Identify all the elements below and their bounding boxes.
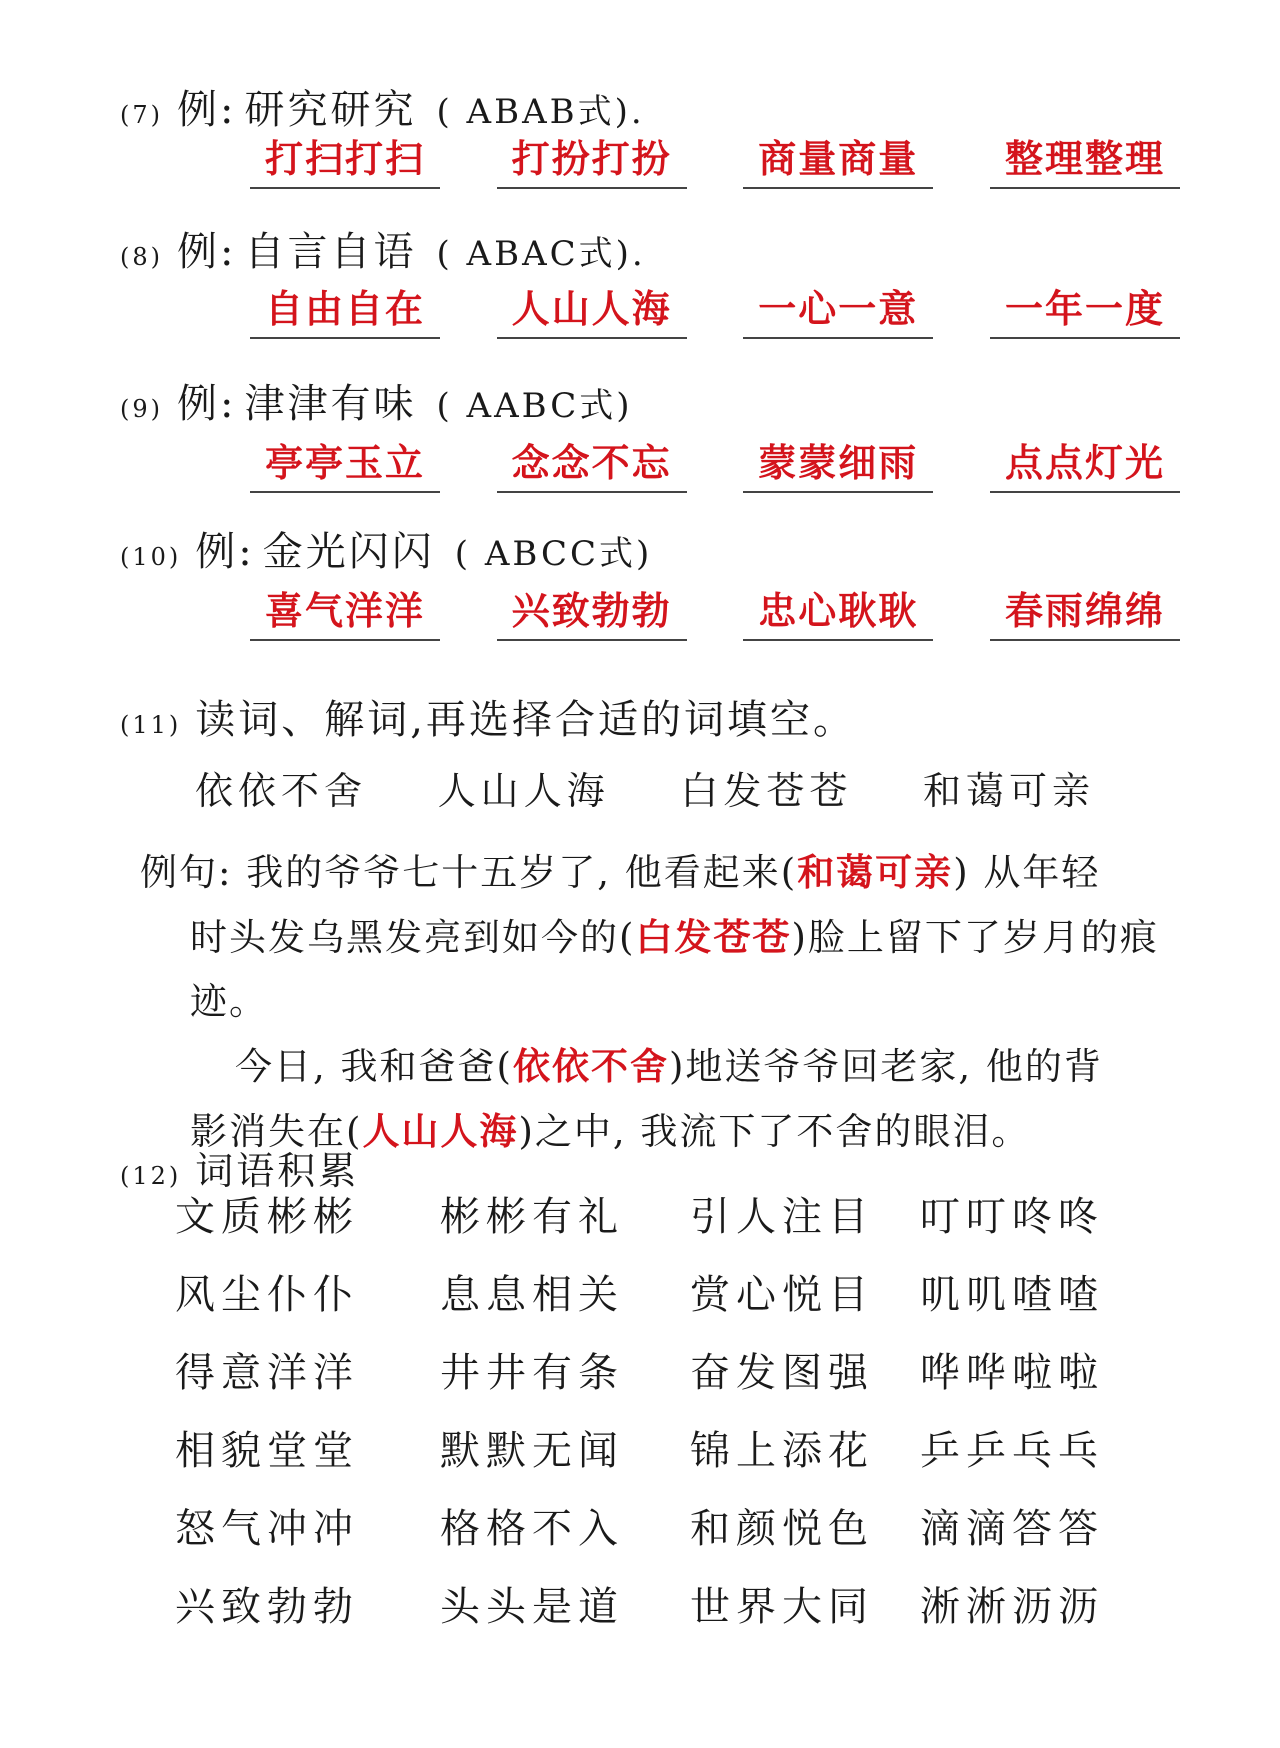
- passage-line: [140, 840, 1160, 905]
- passage-text: )地送爷爷回老家, 他的背: [668, 1045, 1103, 1088]
- passage-text: 例句: 我的爷爷七十五岁了, 他看起来(: [140, 851, 798, 894]
- example-row-9: [120, 372, 633, 429]
- answer-word: 春雨绵绵: [990, 580, 1180, 641]
- idiom-word: 默默无闻: [440, 1428, 624, 1474]
- example-label: 例:: [195, 529, 255, 575]
- passage-text: 影消失在(: [190, 1110, 363, 1153]
- example-word: 津津有味: [244, 381, 417, 427]
- answer-word: 自由自在: [250, 278, 440, 339]
- example-label: 例:: [177, 87, 237, 133]
- filled-blank: 依依不舍: [512, 1044, 669, 1088]
- idiom-word: 格格不入: [440, 1506, 624, 1552]
- question-title: 读词、解词,再选择合适的词填空。: [195, 697, 856, 743]
- passage-line: [140, 905, 1160, 970]
- passage-text: )之中, 我流下了不舍的眼泪。: [518, 1110, 1031, 1153]
- choice-word: 依依不舍: [195, 769, 368, 813]
- passage-text: )脸上留下了岁月的痕: [791, 916, 1159, 959]
- idiom-word: 怒气冲冲: [175, 1506, 359, 1552]
- question-number: (12): [120, 1162, 182, 1190]
- answer-word: 喜气洋洋: [250, 580, 440, 641]
- answer-word: 商量商量: [743, 128, 933, 189]
- answer-word: 点点灯光: [990, 432, 1180, 493]
- filled-blank: 和蔼可亲: [797, 850, 954, 894]
- idiom-word: 头头是道: [440, 1584, 624, 1630]
- question-number: (10): [120, 543, 182, 571]
- idiom-word: 文质彬彬: [175, 1194, 359, 1240]
- idiom-word: 滴滴答答: [920, 1506, 1104, 1552]
- idiom-word: 赏心悦目: [690, 1272, 874, 1318]
- answer-word: 一心一意: [743, 278, 933, 339]
- example-row-8: [120, 220, 646, 277]
- pattern-label: ( ABAC式).: [436, 234, 646, 274]
- idiom-word: 风尘仆仆: [175, 1272, 359, 1318]
- pattern-label: ( AABC式): [436, 386, 633, 426]
- question-title: 词语积累: [195, 1149, 360, 1193]
- idiom-word: 奋发图强: [690, 1350, 874, 1396]
- answer-word: 蒙蒙细雨: [743, 432, 933, 493]
- pattern-label: ( ABCC式): [454, 534, 653, 574]
- answer-word: 一年一度: [990, 278, 1180, 339]
- question-number: (9): [120, 395, 163, 423]
- example-word: 金光闪闪: [262, 529, 435, 575]
- answer-word: 整理整理: [990, 128, 1180, 189]
- word-choices: [195, 760, 1095, 815]
- passage-text: 时头发乌黑发亮到如今的(: [190, 916, 636, 959]
- question-number: (11): [120, 711, 182, 739]
- question-11-heading: [120, 688, 856, 745]
- pattern-label: ( ABAB式).: [436, 92, 645, 132]
- idiom-word: 得意洋洋: [175, 1350, 359, 1396]
- filled-blank: 白发苍苍: [635, 915, 792, 959]
- choice-word: 白发苍苍: [680, 769, 853, 813]
- example-word: 自言自语: [244, 229, 417, 275]
- answer-word: 兴致勃勃: [497, 580, 687, 641]
- idiom-word: 乒乒乓乓: [920, 1428, 1104, 1474]
- example-row-7: [120, 78, 645, 135]
- answer-word: 念念不忘: [497, 432, 687, 493]
- answer-word: 打扫打扫: [250, 128, 440, 189]
- idiom-word: 彬彬有礼: [440, 1194, 624, 1240]
- answer-row-8: [250, 278, 1180, 339]
- idiom-word: 息息相关: [440, 1272, 624, 1318]
- passage-text: 迹。: [190, 980, 268, 1023]
- idiom-word: 和颜悦色: [690, 1506, 874, 1552]
- idiom-word: 井井有条: [440, 1350, 624, 1396]
- answer-word: 人山人海: [497, 278, 687, 339]
- choice-word: 人山人海: [437, 769, 610, 813]
- answer-word: 忠心耿耿: [743, 580, 933, 641]
- example-label: 例:: [177, 229, 237, 275]
- example-word: 研究研究: [244, 87, 417, 133]
- idiom-word: 锦上添花: [690, 1428, 874, 1474]
- question-number: (8): [120, 243, 163, 271]
- answer-word: 打扮打扮: [497, 128, 687, 189]
- idiom-word: 相貌堂堂: [175, 1428, 359, 1474]
- idiom-word: 哗哗啦啦: [920, 1350, 1104, 1396]
- idiom-word: 世界大同: [690, 1584, 874, 1630]
- filled-blank: 人山人海: [362, 1109, 519, 1153]
- passage-text: ) 从年轻: [953, 851, 1101, 894]
- question-12-heading: [120, 1140, 359, 1195]
- answer-row-9: [250, 432, 1180, 493]
- example-passage: [140, 840, 1160, 1164]
- question-number: (7): [120, 101, 163, 129]
- idiom-word: 淅淅沥沥: [920, 1584, 1104, 1630]
- idiom-word: 兴致勃勃: [175, 1584, 359, 1630]
- passage-text: 今日, 我和爸爸(: [235, 1045, 513, 1088]
- example-label: 例:: [177, 381, 237, 427]
- answer-word: 亭亭玉立: [250, 432, 440, 493]
- answer-row-7: [250, 128, 1180, 189]
- passage-line: [140, 970, 1160, 1034]
- choice-word: 和蔼可亲: [922, 769, 1095, 813]
- idiom-word: 引人注目: [690, 1194, 874, 1240]
- word-accumulation-grid: [175, 1195, 1175, 1629]
- idiom-word: 叮叮咚咚: [920, 1194, 1104, 1240]
- answer-row-10: [250, 580, 1180, 641]
- example-row-10: [120, 520, 652, 577]
- passage-line: [140, 1034, 1160, 1099]
- idiom-word: 叽叽喳喳: [920, 1272, 1104, 1318]
